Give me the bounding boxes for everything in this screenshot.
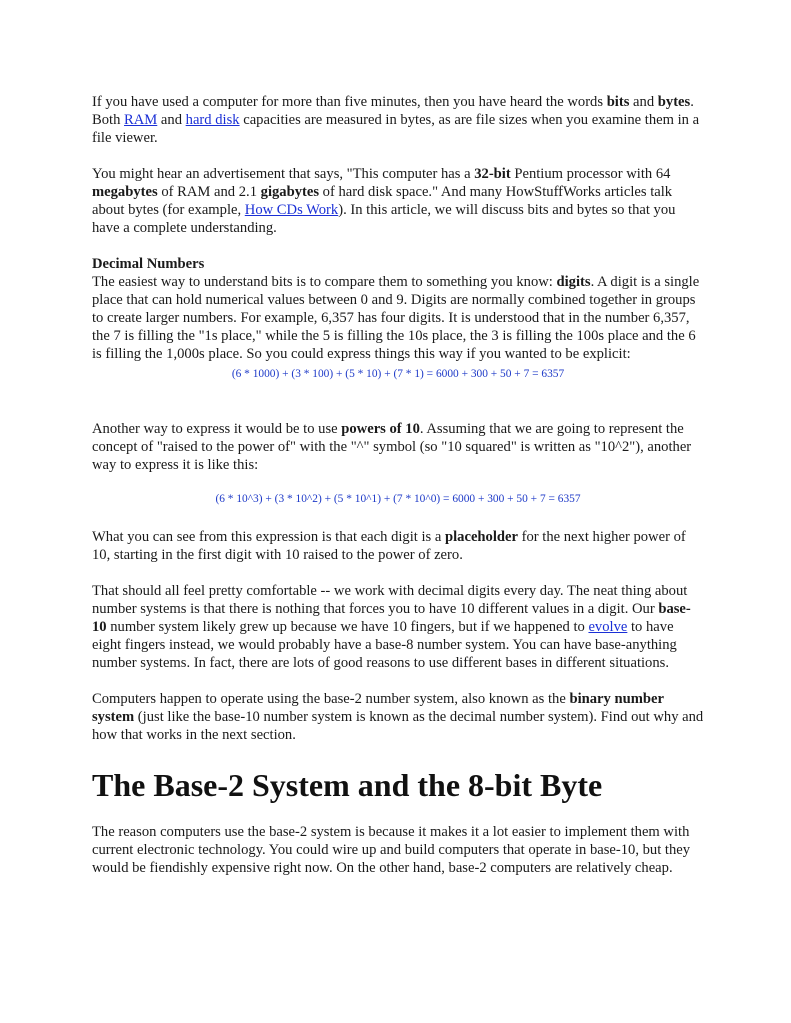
document-page bbox=[92, 93, 704, 877]
section-title: The Base-2 System and the 8-bit Byte bbox=[92, 767, 603, 803]
text: Computers happen to operate using the base-2 number system, also known as the bbox=[92, 691, 570, 707]
number-systems-paragraph bbox=[92, 582, 704, 672]
text: Another way to express it would be to use bbox=[92, 421, 342, 437]
text: and bbox=[157, 112, 186, 128]
formula-powers: (6 * 10^3) + (3 * 10^2) + (5 * 10^1) + (7 * 10^0) = 6000 + 300 + 50 + 7 = 6357 bbox=[215, 493, 581, 505]
decimal-numbers-paragraph bbox=[92, 255, 704, 363]
text: . A digit is a single place that can hold numerical values between 0 and 9. Digits are normally combined together in groups to create larger numbers. For example, 6,357 has four digits. It is understood that in the number 6,357, the 7 is filling the "1s place," while the 5 is filling the 10s place, the 3 is filling the 100s place and the 6 is filling the 1,000s place. So you could express things this way if you wanted to be explicit: bbox=[92, 274, 700, 362]
subheading-decimal-numbers: Decimal Numbers bbox=[92, 256, 205, 272]
text: . Assuming that we are going to represent the concept of "raised to the power of" with the "^" symbol (so "10 squared" is written as "10^2"), another way to express it is like this: bbox=[92, 421, 692, 473]
bold-term: megabytes bbox=[92, 184, 158, 200]
text: That should all feel pretty comfortable -- we work with decimal digits every day. The neat thing about number systems is that there is nothing that forces you to have 10 different values in a digit. Our bbox=[92, 583, 688, 617]
bold-term: base-10 bbox=[92, 601, 691, 635]
bold-term: bytes bbox=[657, 94, 691, 110]
text: If you have used a computer for more than five minutes, then you have heard the words bbox=[92, 94, 607, 110]
text: (just like the base-10 number system is known as the decimal number system). Find out why and how that works in the next section. bbox=[92, 709, 704, 743]
intro-paragraph bbox=[92, 93, 704, 147]
text: What you can see from this expression is that each digit is a bbox=[92, 529, 445, 545]
text: number system likely grew up because we have 10 fingers, but if we happened to bbox=[106, 619, 589, 635]
bold-term: digits bbox=[556, 274, 591, 290]
text: The reason computers use the base-2 system is because it makes it a lot easier to implement them with current electronic technology. You could wire up and build computers that operate in base-10, but they would be fiendishly expensive right now. On the other hand, base-2 computers are relatively cheap. bbox=[92, 824, 691, 876]
bold-term: bits bbox=[606, 94, 630, 110]
ram-link[interactable]: RAM bbox=[124, 112, 158, 128]
text: for the next higher power of 10, starting in the first digit with 10 raised to the power of zero. bbox=[92, 529, 686, 563]
base2-paragraph bbox=[92, 823, 704, 877]
text: You might hear an advertisement that says, "This computer has a bbox=[92, 166, 475, 182]
text: to have eight fingers instead, we would probably have a base-8 number system. You can have base-anything number systems. In fact, there are lots of good reasons to use different bases in different situations. bbox=[92, 619, 677, 671]
text: of RAM and 2.1 bbox=[157, 184, 261, 200]
text: Pentium processor with 64 bbox=[510, 166, 671, 182]
bold-term: binary number system bbox=[92, 691, 664, 725]
bold-term: 32-bit bbox=[474, 166, 511, 182]
text: ). In this article, we will discuss bits and bytes so that you have a complete understanding. bbox=[92, 202, 676, 236]
text: . Both bbox=[92, 94, 694, 128]
hard-disk-link[interactable]: hard disk bbox=[185, 112, 240, 128]
bold-term: placeholder bbox=[445, 529, 518, 545]
binary-paragraph bbox=[92, 690, 704, 744]
bold-term: gigabytes bbox=[260, 184, 320, 200]
text: of hard disk space." And many HowStuffWorks articles talk about bytes (for example, bbox=[92, 184, 673, 218]
bold-term: powers of 10 bbox=[341, 421, 420, 437]
advertisement-paragraph bbox=[92, 165, 704, 237]
powers-paragraph bbox=[92, 420, 704, 474]
evolve-link[interactable]: evolve bbox=[588, 619, 628, 635]
text: The easiest way to understand bits is to compare them to something you know: bbox=[92, 274, 557, 290]
text: and bbox=[629, 94, 658, 110]
text: capacities are measured in bytes, as are file sizes when you examine them in a file viewer. bbox=[92, 112, 700, 146]
formula-expanded: (6 * 1000) + (3 * 100) + (5 * 10) + (7 * 1) = 6000 + 300 + 50 + 7 = 6357 bbox=[231, 368, 565, 380]
placeholder-paragraph bbox=[92, 528, 704, 564]
how-cds-work-link[interactable]: How CDs Work bbox=[244, 202, 339, 218]
